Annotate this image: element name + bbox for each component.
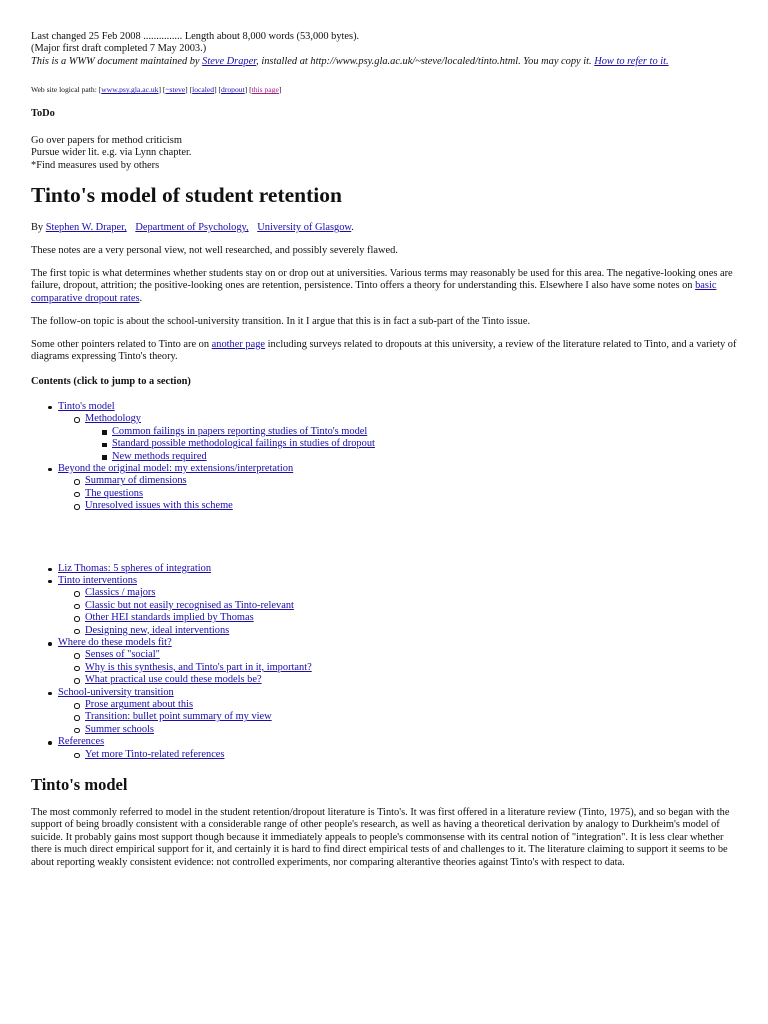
toc-link-tinto-model[interactable]: Tinto's model	[58, 400, 115, 412]
toc-link-standard-failings[interactable]: Standard possible methodological failings in studies of dropout	[112, 438, 375, 450]
toc-item	[58, 674, 743, 686]
todo-list	[31, 135, 743, 172]
toc-item	[58, 724, 743, 736]
toc-item	[58, 488, 743, 500]
toc-sublist	[85, 426, 743, 463]
draft-line: (Major first draft completed 7 May 2003.)	[31, 43, 207, 55]
path-prefix: Web site logical path: [	[31, 85, 102, 95]
table-of-contents-part-1	[31, 401, 743, 513]
toc-link-senses[interactable]: Senses of "social"	[85, 649, 160, 661]
toc-link-common-failings[interactable]: Common failings in papers reporting studies of Tinto's model	[112, 425, 368, 437]
toc-link-liz-thomas[interactable]: Liz Thomas: 5 spheres of integration	[58, 562, 212, 574]
toc-link-beyond[interactable]: Beyond the original model: my extensions/interpretation	[58, 462, 294, 474]
toc-link-yet-more[interactable]: Yet more Tinto-related references	[85, 748, 225, 760]
toc-link-prose[interactable]: Prose argument about this	[85, 699, 194, 711]
toc-link-new-methods[interactable]: New methods required	[112, 450, 207, 462]
toc-sublist	[58, 699, 743, 736]
toc-item	[58, 699, 743, 711]
path-sep: ] [	[244, 85, 252, 95]
path-link-localed[interactable]: localed	[192, 85, 215, 95]
path-sep: ] [	[214, 85, 222, 95]
path-link-this-page[interactable]: this page	[251, 85, 279, 95]
tinto-model-paragraph: The most commonly referred to model in the student retention/dropout literature is Tinto's. It was first offered in a literature review (Tinto, 1975), and so began with the support of being broadly consistent with a considerable range of other people's research, as well as having a theoretical derivation by analogy to Durkheim's model of suicide. It probably gains most support though because it immediately appeals to people's commonsense with its central notion of "integration". It is less clear whether there is much direct empirical support for it, and certainly it is hard to find direct empirical tests of and challenges to it. The literature claiming to support it seems to be about reporting weakly consistent evidence: not controlled experiments, nor comparing alterantive theories against Tinto's with respect to data.	[31, 807, 730, 868]
toc-item	[31, 637, 743, 687]
toc-item	[58, 475, 743, 487]
toc-link-practical[interactable]: What practical use could these models be?	[85, 674, 262, 686]
toc-item	[85, 438, 743, 450]
byline	[31, 222, 743, 234]
toc-link-methodology[interactable]: Methodology	[85, 413, 141, 425]
todo-item: Pursue wider lit. e.g. via Lynn chapter.	[31, 147, 192, 159]
toc-item	[31, 575, 743, 637]
todo-item: *Find measures used by others	[31, 159, 160, 171]
toc-item	[58, 587, 743, 599]
toc-link-other-hei[interactable]: Other HEI standards implied by Thomas	[85, 612, 254, 624]
toc-item	[31, 687, 743, 737]
refer-link[interactable]: How to refer to it.	[594, 55, 669, 67]
toc-item	[58, 662, 743, 674]
toc-link-designing[interactable]: Designing new, ideal interventions	[85, 624, 230, 636]
toc-item	[85, 451, 743, 463]
toc-link-school-university[interactable]: School-university transition	[58, 686, 174, 698]
section-heading-tinto-model: Tinto's model	[31, 775, 128, 795]
path-link-steve[interactable]: ~steve	[165, 85, 186, 95]
path-sep: ] [	[185, 85, 193, 95]
intro-paragraph-1: These notes are a very personal view, not well researched, and possibly severely flawed.	[31, 245, 398, 257]
toc-link-where-fit[interactable]: Where do these models fit?	[58, 637, 172, 648]
paragraph-text: Some other pointers related to Tinto are on	[31, 338, 210, 350]
toc-link-summer[interactable]: Summer schools	[85, 723, 154, 735]
toc-link-why-synthesis[interactable]: Why is this synthesis, and Tinto's part in it, important?	[85, 661, 312, 673]
toc-sublist	[58, 749, 743, 761]
toc-link-references[interactable]: References	[58, 736, 105, 748]
paragraph-text: The first topic is what determines whether students stay on or drop out at universities. Various terms may reasonably be used for this area. The negative-looking ones are failure, dropout, attrition; the positive-looking ones are retention, persistence. Tinto offers a theory for understanding this. Elsewhere I also have some notes on	[31, 268, 733, 292]
todo-heading: ToDo	[31, 107, 55, 119]
path-link-dropout[interactable]: dropout	[221, 85, 245, 95]
toc-item	[58, 711, 743, 723]
toc-item	[31, 736, 743, 761]
toc-item	[58, 625, 743, 637]
path-link-site[interactable]: www.psy.gla.ac.uk	[101, 85, 159, 95]
author-link[interactable]: Stephen W. Draper,	[45, 222, 127, 234]
toc-item	[58, 749, 743, 761]
maintained-suffix: , installed at http://www.psy.gla.ac.uk/~steve/localed/tinto.html. You may copy it.	[256, 55, 592, 67]
intro-paragraph-4	[31, 339, 743, 364]
toc-item	[58, 649, 743, 661]
toc-sublist	[58, 587, 743, 637]
toc-item	[58, 413, 743, 463]
toc-sublist	[58, 475, 743, 512]
toc-link-interventions[interactable]: Tinto interventions	[58, 574, 137, 586]
intro-paragraph-2	[31, 268, 743, 305]
toc-link-questions[interactable]: The questions	[85, 487, 144, 499]
toc-link-classic-not[interactable]: Classic but not easily recognised as Tinto-relevant	[85, 599, 294, 611]
department-link[interactable]: Department of Psychology,	[135, 222, 249, 234]
maintained-prefix: This is a WWW document maintained by	[31, 55, 200, 67]
maintained-line	[31, 56, 743, 68]
byline-prefix: By	[31, 222, 44, 234]
toc-item	[31, 463, 743, 513]
page-title: Tinto's model of student retention	[31, 183, 342, 208]
contents-heading: Contents (click to jump to a section)	[31, 375, 191, 387]
path-suffix: ]	[278, 85, 282, 95]
university-link[interactable]: University of Glasgow	[257, 222, 352, 234]
toc-item	[58, 600, 743, 612]
toc-link-transition[interactable]: Transition: bullet point summary of my view	[85, 711, 272, 723]
logical-path	[31, 84, 743, 96]
last-changed-line: Last changed 25 Feb 2008 ............... Length about 8,000 words (53,000 bytes).	[31, 31, 360, 42]
toc-sublist	[58, 649, 743, 686]
toc-link-classics[interactable]: Classics / majors	[85, 587, 156, 599]
toc-item	[85, 426, 743, 438]
toc-sublist	[58, 413, 743, 463]
toc-item	[58, 500, 743, 512]
dropout-rates-link[interactable]: basic comparative dropout rates	[31, 280, 717, 304]
table-of-contents-part-2	[31, 563, 743, 762]
todo-item: Go over papers for method criticism	[31, 135, 182, 147]
toc-item	[31, 401, 743, 463]
toc-link-summary-dimensions[interactable]: Summary of dimensions	[85, 475, 187, 487]
toc-item	[58, 612, 743, 624]
toc-item	[31, 563, 743, 575]
paragraph-end: .	[139, 292, 143, 304]
document-content	[31, 31, 743, 869]
intro-paragraph-3: The follow-on topic is about the school-university transition. In it I argue that this is in fact a sub-part of the Tinto issue.	[31, 315, 531, 327]
toc-link-unresolved[interactable]: Unresolved issues with this scheme	[85, 500, 233, 512]
path-sep: ] [	[158, 85, 166, 95]
maintainer-link[interactable]: Steve Draper	[202, 55, 257, 67]
byline-suffix: .	[351, 222, 354, 234]
paragraph-text: including surveys related to dropouts at this university, a review of the literature related to Tinto, and a variety of diagrams expressing Tinto's theory.	[31, 338, 737, 363]
another-page-link[interactable]: another page	[211, 338, 266, 350]
